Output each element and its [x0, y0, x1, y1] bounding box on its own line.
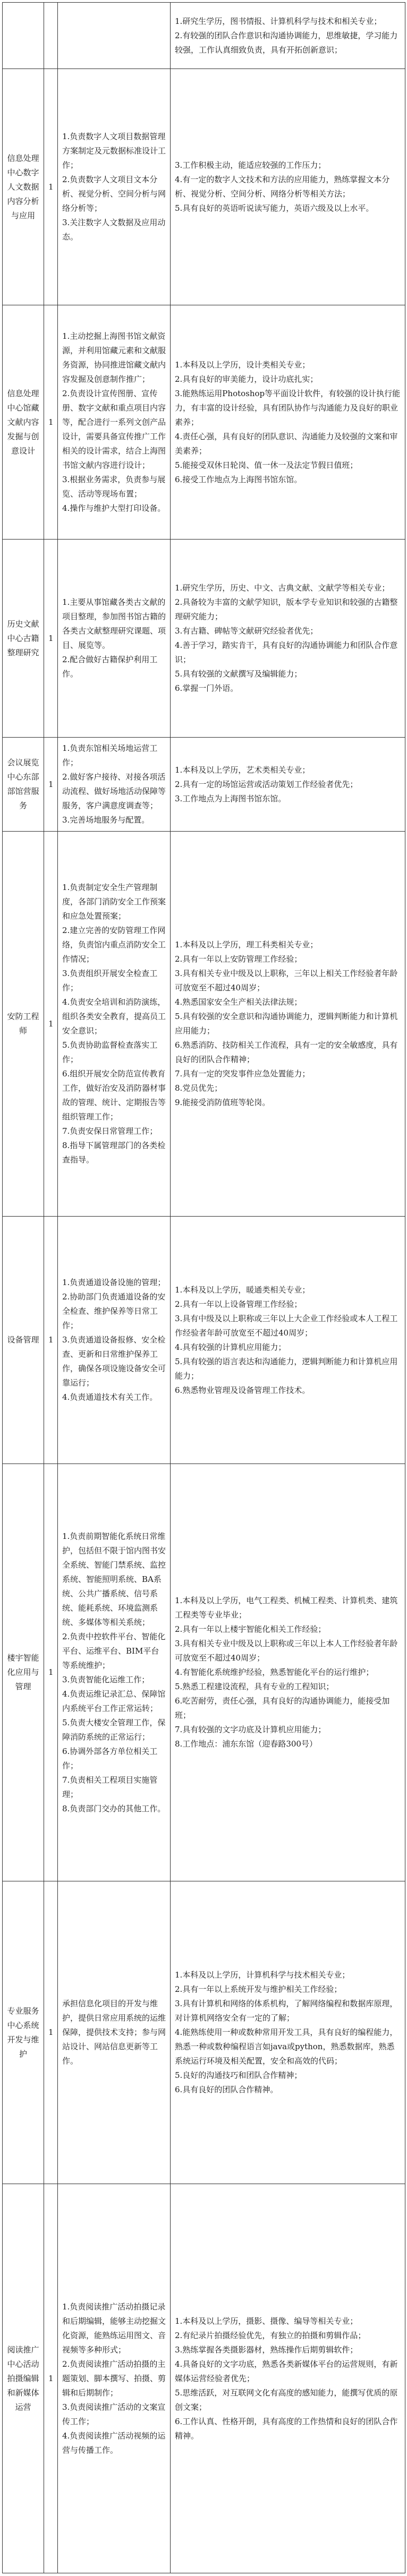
duty-item: 3.负责组织开展安全检查工作； [62, 969, 158, 992]
table-body [3, 3, 405, 2573]
headcount-cell: 1 [44, 1881, 58, 2184]
duty-item: 3.完善场地服务与配置。 [62, 815, 150, 825]
requirement-item: 5.良好的沟通技巧和团队合作精神； [175, 2070, 302, 2080]
table-row [3, 69, 405, 305]
requirement-item: 3.具有相关专业中级及以上职称或三年以上本人工作经验者年龄可放宽至不超过40周岁； [175, 1639, 398, 1663]
headcount-cell: 1 [44, 738, 58, 832]
table-row [3, 3, 405, 69]
duty-item: 3.关注数字人文数据及应用动态。 [62, 218, 166, 242]
recruitment-table [2, 2, 405, 2573]
requirement-item: 9.能接受消防值班等轮岗。 [175, 1098, 270, 1107]
requirement-item: 4.具备良好的文字功底，熟悉各类新媒体平台的运营规则，有新媒体运营经验者优先； [175, 2359, 398, 2383]
requirements-cell [171, 305, 405, 540]
duties-cell [58, 305, 171, 540]
headcount-cell: 1 [44, 2184, 58, 2573]
requirements-cell [171, 3, 405, 69]
requirement-item: 1.本科及以上学历，摄影、摄像、编导等相关专业； [175, 2316, 358, 2326]
requirement-item: 4.熟悉国家安全生产相关法律法规； [175, 997, 302, 1007]
table-row [3, 540, 405, 738]
duty-item: 2.配合做好古籍保护利用工作。 [62, 655, 158, 679]
duty-item: 1.负责前期智能化系统日常维护，包括但不限于馆内图书安全系统、智能门禁系统、监控系统、智能照明系统、BA系统、公共广播系统、信号系统、能耗系统、环境监测系统、多媒体等相关系统； [62, 1531, 166, 1627]
duties-cell [58, 832, 171, 1217]
requirement-item: 1.研究生学历，历史、中文、古典文献、文献学等相关专业； [175, 583, 390, 593]
duty-item: 4.负责通道技术有关工作。 [62, 1392, 158, 1402]
position-name-cell: 阅读推广中心活动拍摄编辑和新媒体运营 [3, 2184, 44, 2573]
requirement-item: 2.具有良好的审美能力，设计功底扎实； [175, 374, 318, 384]
requirement-item: 6.工作认真、性格开朗，具有高度的工作热情和良好的团队合作精神。 [175, 2416, 398, 2441]
duty-item: 8.指导下属管理部门的各类检查指导。 [62, 1141, 166, 1165]
requirement-item: 6.接受工作地点为上海图书馆东馆。 [175, 474, 302, 484]
table-row [3, 1881, 405, 2184]
duty-item: 7.负责安保日常管理工作； [62, 1126, 158, 1136]
requirement-item: 3.工作地点为上海图书馆东馆。 [175, 793, 286, 803]
duty-item: 3.负责阅读推广活动的文案宣传工作； [62, 2402, 166, 2426]
duty-item: 1.负责阅读推广活动拍摄记录和后期编辑，能够主动挖掘文化资源，能熟练运用图文、音视频等多种形式； [62, 2301, 166, 2355]
requirement-item: 2.具备较为丰富的文献学知识，版本学专业知识和较强的古籍整理研究能力； [175, 597, 398, 621]
requirement-item: 6.具有良好的团队合作精神。 [175, 2085, 278, 2094]
headcount-cell: 1 [44, 1217, 58, 1464]
duty-item: 1.主要从事馆藏各类古文献的项目整理，参加图书馆古籍的各类古文献整理研究课题、项目、展览等。 [62, 597, 166, 650]
requirement-item: 4.善于学习，踏实肯干，具有良好的沟通协调能力和团队合作意识； [175, 640, 398, 664]
duty-item: 3.负责通道设备报修、安全检查、更新和日常维护保养工作，确保各项设施设备安全可靠运行； [62, 1335, 166, 1388]
table-row [3, 305, 405, 540]
requirement-item: 6.熟悉消防、技防相关工作流程，具有一定的安全敏感度，具有良好的团队合作精神； [175, 1040, 398, 1064]
position-name-cell: 会议展览中心东部部馆营服务 [3, 738, 44, 832]
requirement-item: 8.工作地点：浦东东馆（迎春路300号） [175, 1739, 317, 1749]
position-name-cell: 信息处理中心数字人文数据内容分析与应用 [3, 69, 44, 305]
requirement-item: 1.本科及以上学历，设计类相关专业； [175, 360, 310, 370]
duty-item: 6.组织开展安全防范宣传教育工作，做好治安及消防器材事故的管理、统计、定期报告等组织管理工作； [62, 1069, 166, 1122]
requirement-item: 3.工作积极主动，能适应较强的工作压力； [175, 160, 326, 170]
requirement-item: 2.具有一年以上楼宇智能化相关工作经验； [175, 1624, 326, 1634]
requirement-item: 8.党员优先； [175, 1083, 223, 1093]
requirement-item: 5.具有良好的英语听说读写能力，英语六级及以上水平。 [175, 203, 374, 213]
duty-item: 2.负责数字人文项目文本分析、视觉分析、空间分析与网络分析等； [62, 175, 166, 213]
duty-item: 4.负责运维记录汇总、保障馆内系统平台工作正常运转； [62, 1689, 166, 1713]
duties-cell [58, 540, 171, 738]
requirements-cell [171, 738, 405, 832]
requirement-item: 5.能接受双休日轮岗、值一休一及法定节假日值班； [175, 460, 358, 470]
requirements-cell [171, 1217, 405, 1464]
requirement-item: 6.熟悉物业管理及设备管理工作技术。 [175, 1385, 310, 1395]
requirements-cell [171, 2184, 405, 2573]
headcount-cell [44, 3, 58, 69]
duties-cell [58, 1881, 171, 2184]
requirement-item: 3.具有计算机和网络的体系机构，了解网络编程和数据库原理，对计算机网络安全有一定的了解； [175, 1999, 398, 2023]
requirement-item: 5.思维活跃，对互联网文化有高度的感知能力，能撰写优质的原创文案； [175, 2387, 398, 2412]
requirements-cell [171, 1464, 405, 1881]
headcount-cell: 1 [44, 1464, 58, 1881]
duty-item: 2.建立完善的安防管理工作网络，负责馆内重点消防安全工作情况； [62, 926, 166, 964]
table-row [3, 2184, 405, 2573]
duty-item: 6.协调外部各方单位相关工作； [62, 1746, 158, 1770]
headcount-cell: 1 [44, 69, 58, 305]
duties-cell [58, 1464, 171, 1881]
duty-item: 2.负责阅读推广活动拍摄的主题策划、脚本撰写、拍摄、剪辑和后期制作； [62, 2359, 166, 2398]
duty-item: 5.负责大楼安全管理工作，保障消防系统的正常运行； [62, 1717, 166, 1742]
duty-item: 1.主动挖掘上海图书馆文献资源，并利用馆藏元素和文献服务资源，协同推进馆藏文献内容发掘及创意制作推广； [62, 331, 166, 384]
headcount-cell: 1 [44, 832, 58, 1217]
duty-item: 2.负责中控软件平台、智能化平台、运维平台、BIM平台等系统维护； [62, 1631, 166, 1670]
requirement-item: 1.本科及以上学历，理工科类相关专业； [175, 940, 318, 949]
requirement-item: 3.有古籍、碑帖等文献研究经验者优先； [175, 626, 318, 636]
requirement-item: 7.具有一定的突发事件应急处置能力； [175, 1069, 310, 1079]
requirement-item: 4.有智能化系统维护经验，熟悉智能化平台的运行维护； [175, 1667, 374, 1677]
requirement-item: 1.本科及以上学历，电气工程类、机械工程类、计算机类、建筑工程类等专业毕业； [175, 1596, 398, 1620]
requirement-item: 6.吃苦耐劳，责任心强，具有良好的沟通协调能力，能接受加班； [175, 1696, 390, 1720]
requirement-item: 4.责任心强，具有良好的团队意识、沟通能力及较强的文案和审美素养； [175, 431, 398, 456]
duty-item: 8.负责部门交办的其他工作。 [62, 1803, 166, 1813]
requirements-cell [171, 69, 405, 305]
duty-item: 2.协助部门负责通道设备的安全检查、维护保养等日常工作； [62, 1292, 166, 1330]
requirement-item: 5.熟悉工程建设流程，具有专业的工程知识； [175, 1682, 334, 1691]
duty-item: 4.负责安全培训和消防演练，组织各类安全教育，提高员工安全意识； [62, 997, 166, 1035]
duty-item: 2.负责设计宣传图册、宣传册、数字文献和重点项目内容等，配合进行一系列文创产品设计，需要具备宣传推广工作相关的设计需求，结合上海图书馆文献内容进行设计； [62, 388, 166, 470]
duties-cell [58, 738, 171, 832]
duties-cell [58, 1217, 171, 1464]
requirement-item: 5.具有较强的文献撰写及编辑能力； [175, 669, 302, 679]
duty-item: 4.负责阅读推广活动视频的运营与传播工作。 [62, 2430, 166, 2455]
requirement-item: 2.具有一年以上安防管理工作经验； [175, 954, 302, 964]
duty-item: 承担信息化项目的开发与维护，提供日常应用系统的运维保障，提供技术支持；参与网站设计、网站信息更新等工作。 [62, 1999, 166, 2066]
requirements-cell [171, 1881, 405, 2184]
requirement-item: 4.能熟练使用一种或数种常用开发工具，具有良好的编程能力，熟悉一种或数种编程语言如java或python，熟悉数据库，熟悉系统运行环境及相关配置，安全和高效的代码； [175, 2027, 398, 2066]
requirement-item: 5.具有较强的语言表达和沟通能力，逻辑判断能力和计算机应用能力； [175, 1356, 398, 1381]
requirement-item: 2.具有一定的场馆运营或活动策划工作经验者优先； [175, 779, 358, 789]
requirement-item: 1.本科及以上学历，计算机科学与技术相关专业； [175, 1970, 350, 1980]
duty-item: 3.负责智能化运维工作； [62, 1674, 150, 1684]
requirement-item: 6.掌握一门外语。 [175, 683, 239, 693]
position-name-cell [3, 3, 44, 69]
position-name-cell: 设备管理 [3, 1217, 44, 1464]
table-row [3, 832, 405, 1217]
duties-cell [58, 3, 171, 69]
table-row [3, 1464, 405, 1881]
duty-item: 3.根据业务需求，负责参与展览、活动等现场布置； [62, 474, 166, 499]
position-name-cell: 信息处理中心馆藏文献内容发掘与创意设计 [3, 305, 44, 540]
table-row [3, 738, 405, 832]
requirement-item: 2.具有一年以上系统开发与维护相关工作经验； [175, 1984, 342, 1994]
requirement-item: 1.本科及以上学历，暖通类相关专业； [175, 1285, 310, 1295]
headcount-cell: 1 [44, 540, 58, 738]
requirement-item: 2.有纪录片拍摄经验优先，有独立的拍摄和剪辑作品； [175, 2330, 366, 2340]
requirement-item: 7.具有较强的文字功底及计算机应用能力； [175, 1725, 326, 1734]
duty-item: 1.负责东馆相关场地运营工作； [62, 743, 158, 767]
position-name-cell: 历史文献中心古籍整理研究 [3, 540, 44, 738]
requirement-item: 1.研究生学历，图书情报、计算机科学与技术和相关专业； [175, 16, 382, 26]
duty-item: 7.负责相关工程项目实施管理； [62, 1775, 158, 1799]
requirement-item: 3.具有相关专业中级及以上职称，三年以上相关工作经验者年龄可放宽至不超过40周岁； [175, 969, 398, 992]
requirement-item: 3.能熟练运用Photoshop等平面设计软件，有较强的设计执行能力，有丰富的设计经验，具有团队协作与沟通能力及良好的职业素养； [175, 388, 401, 427]
requirement-item: 4.具有较强的计算机应用能力； [175, 1342, 286, 1352]
duties-cell [58, 69, 171, 305]
position-name-cell: 安防工程师 [3, 832, 44, 1217]
duty-item: 1.负责数字人文项目数据管理方案制定及元数据标准设计工作； [62, 132, 166, 170]
requirement-item: 5.具有较强的安全意识和沟通协调能力，逻辑判断能力和计算机应用能力； [175, 1012, 398, 1035]
duty-item: 1.负责通道设备设施的管理； [62, 1278, 166, 1287]
duty-item: 1.负责制定安全生产管理制度，各部门消防安全工作预案和应急处置预案； [62, 883, 166, 921]
table-row [3, 1217, 405, 1464]
position-name-cell: 楼宇智能化应用与管理 [3, 1464, 44, 1881]
requirement-item: 3.熟练掌握各类摄影器材，熟练操作后期剪辑软件； [175, 2344, 358, 2355]
requirement-item: 3.具有中级及以上职称或三年以上大企业工作经验或本人工程工作经验者年龄可放宽至不超过40周岁； [175, 1313, 398, 1338]
duties-cell [58, 2184, 171, 2573]
position-name-cell: 专业服务中心系统开发与维护 [3, 1881, 44, 2184]
requirement-item: 2.具有一年以上设备管理工作经验； [175, 1299, 302, 1309]
requirement-item: 4.有一定的数字人文技术和方法的应用能力，熟练掌握文本分析、视觉分析、空间分析、网络分析等相关方法； [175, 175, 390, 199]
duty-item: 5.负责协助监督检查落实工作； [62, 1040, 158, 1064]
requirements-cell [171, 540, 405, 738]
requirements-cell [171, 832, 405, 1217]
requirement-item: 1.本科及以上学历，艺术类相关专业； [175, 765, 310, 775]
headcount-cell: 1 [44, 305, 58, 540]
duty-item: 2.做好客户接待、对接各项活动流程、做好场地活动保障等服务，客户满意度调查等； [62, 772, 166, 810]
duty-item: 4.操作与维护大型打印设备。 [62, 503, 166, 513]
requirement-item: 2.有较强的团队合作意识和沟通协调能力，思维敏捷，学习能力较强，工作认真细致负责，具有开拓创新意识； [175, 30, 398, 55]
